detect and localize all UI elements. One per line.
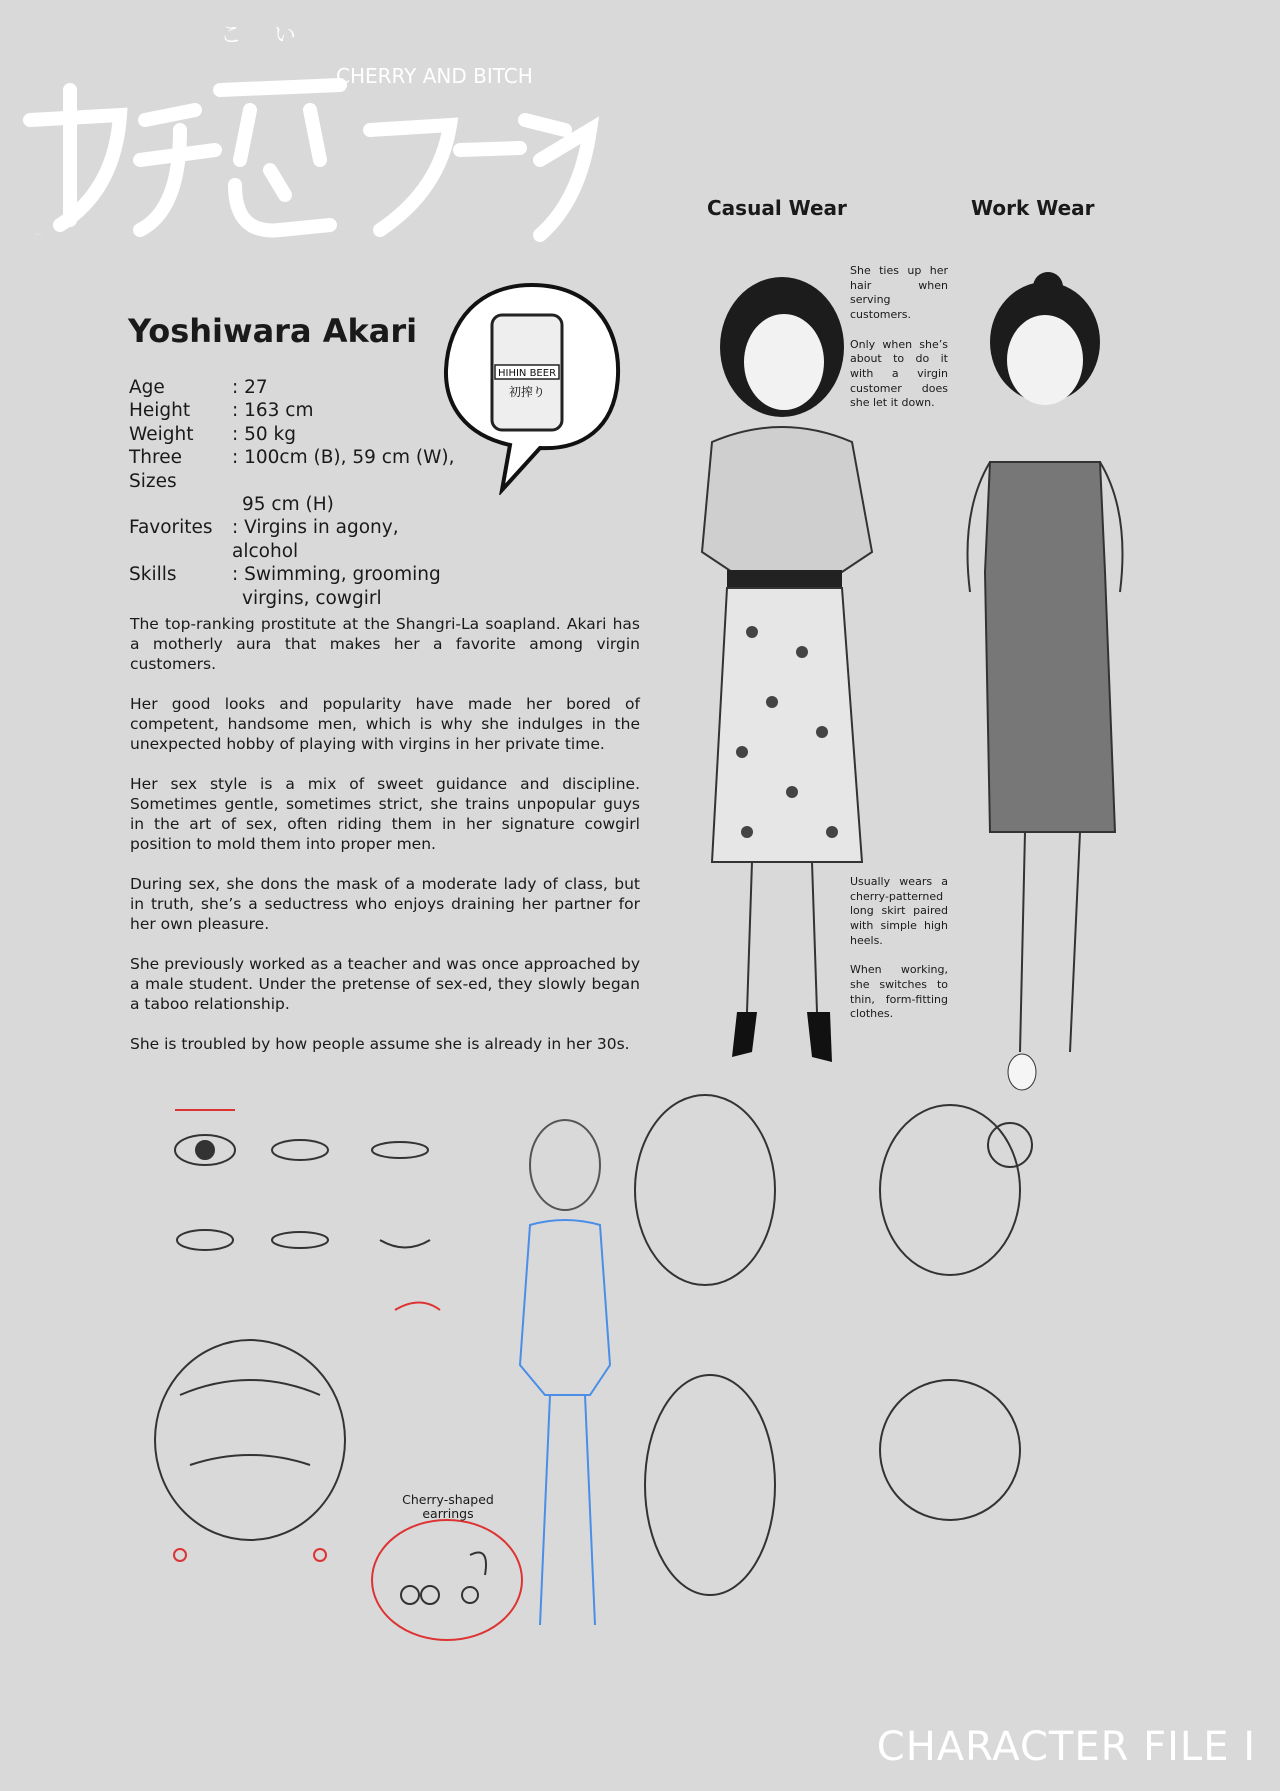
note-text: When working, she switches to thin, form-fitting clothes. bbox=[850, 963, 948, 1021]
logo-ruby: こい bbox=[220, 23, 329, 48]
stat-label: Age bbox=[129, 377, 165, 398]
bio-paragraph: During sex, she dons the mask of a moderate lady of class, but in truth, she’s a seductress who enjoys draining her partner for her own pleasure. bbox=[130, 875, 640, 933]
body-proportion-sketch bbox=[520, 1120, 610, 1625]
note-text: She ties up her hair when serving customers. bbox=[850, 264, 948, 322]
stat-label: Weight bbox=[129, 423, 194, 445]
note-text: Only when she’s about to do it with a virgin customer does she let it down. bbox=[850, 337, 948, 410]
bio-paragraph: She is troubled by how people assume she is already in her 30s. bbox=[130, 1035, 630, 1053]
stat-value: : Swimming, grooming bbox=[232, 564, 441, 586]
bio-paragraph: She previously worked as a teacher and was once approached by a male student. Under the pretense of sex-ed, they slowly began a taboo relationship. bbox=[130, 955, 640, 1013]
character-file-label: CHARACTER FILE I bbox=[876, 1724, 1256, 1770]
stat-row bbox=[129, 376, 472, 399]
stat-label bbox=[129, 493, 232, 516]
stat-row bbox=[129, 399, 472, 422]
logo-subtitle: CHERRY AND BITCH bbox=[336, 64, 533, 88]
character-bio bbox=[130, 614, 640, 1074]
stat-label: Three Sizes bbox=[129, 447, 182, 492]
stat-row bbox=[129, 493, 472, 516]
stat-label: Favorites bbox=[129, 517, 213, 539]
can-label: HIHIN BEER bbox=[497, 368, 557, 379]
earring-label: Cherry-shaped earrings bbox=[402, 1492, 494, 1521]
bio-paragraph: Her sex style is a mix of sweet guidance and discipline. Sometimes gentle, sometimes strict, she trains unpopular guys in the art of sex, often riding them in her signature cowgirl position to mold them into proper men. bbox=[130, 775, 640, 853]
stat-value: : 27 bbox=[232, 377, 268, 398]
character-name: Yoshiwara Akari bbox=[128, 312, 418, 350]
stat-value: 95 cm (H) bbox=[242, 494, 334, 516]
hair-back-sketch bbox=[155, 1340, 345, 1561]
stat-value: : 50 kg bbox=[232, 423, 296, 445]
can-label-jp: 初搾り bbox=[508, 385, 546, 399]
head-profile-sketches bbox=[635, 1095, 1032, 1595]
casual-wear-illustration bbox=[672, 272, 904, 1072]
stat-label bbox=[129, 587, 232, 610]
stat-value: : Virgins in agony, alcohol bbox=[232, 517, 399, 562]
stat-value: : 100cm (B), 59 cm (W), bbox=[232, 447, 455, 469]
concept-sketches bbox=[150, 1065, 1130, 1655]
stats-list bbox=[129, 376, 472, 610]
stat-row bbox=[129, 563, 472, 586]
bio-paragraph: Her good looks and popularity have made her bored of competent, handsome men, which is why she indulges in the unexpected hobby of playing with virgins in her private time. bbox=[130, 695, 640, 753]
stat-label: Skills bbox=[129, 564, 177, 586]
note-text: Usually wears a cherry-patterned long skirt paired with simple high heels. bbox=[850, 875, 948, 947]
stat-row bbox=[129, 516, 472, 563]
logo-text: ガチ恋フーゾク bbox=[35, 235, 42, 236]
earring-icon bbox=[401, 1553, 486, 1605]
stat-row bbox=[129, 423, 472, 446]
stat-row bbox=[129, 587, 472, 610]
work-wear-heading: Work Wear bbox=[971, 196, 1095, 220]
stat-value: virgins, cowgirl bbox=[242, 587, 382, 609]
bio-paragraph: The top-ranking prostitute at the Shangri-La soapland. Akari has a motherly aura that makes her a favorite among virgin customers. bbox=[130, 615, 640, 673]
stat-value: : 163 cm bbox=[232, 400, 314, 422]
speech-bubble-beer bbox=[440, 280, 625, 495]
stat-row bbox=[129, 446, 472, 493]
eye-sketches bbox=[175, 1110, 440, 1310]
earring-sketch bbox=[372, 1520, 522, 1640]
title-logo bbox=[20, 20, 620, 250]
work-wear-illustration bbox=[930, 272, 1155, 1102]
casual-wear-heading: Casual Wear bbox=[707, 196, 847, 220]
stat-label: Height bbox=[129, 400, 191, 422]
